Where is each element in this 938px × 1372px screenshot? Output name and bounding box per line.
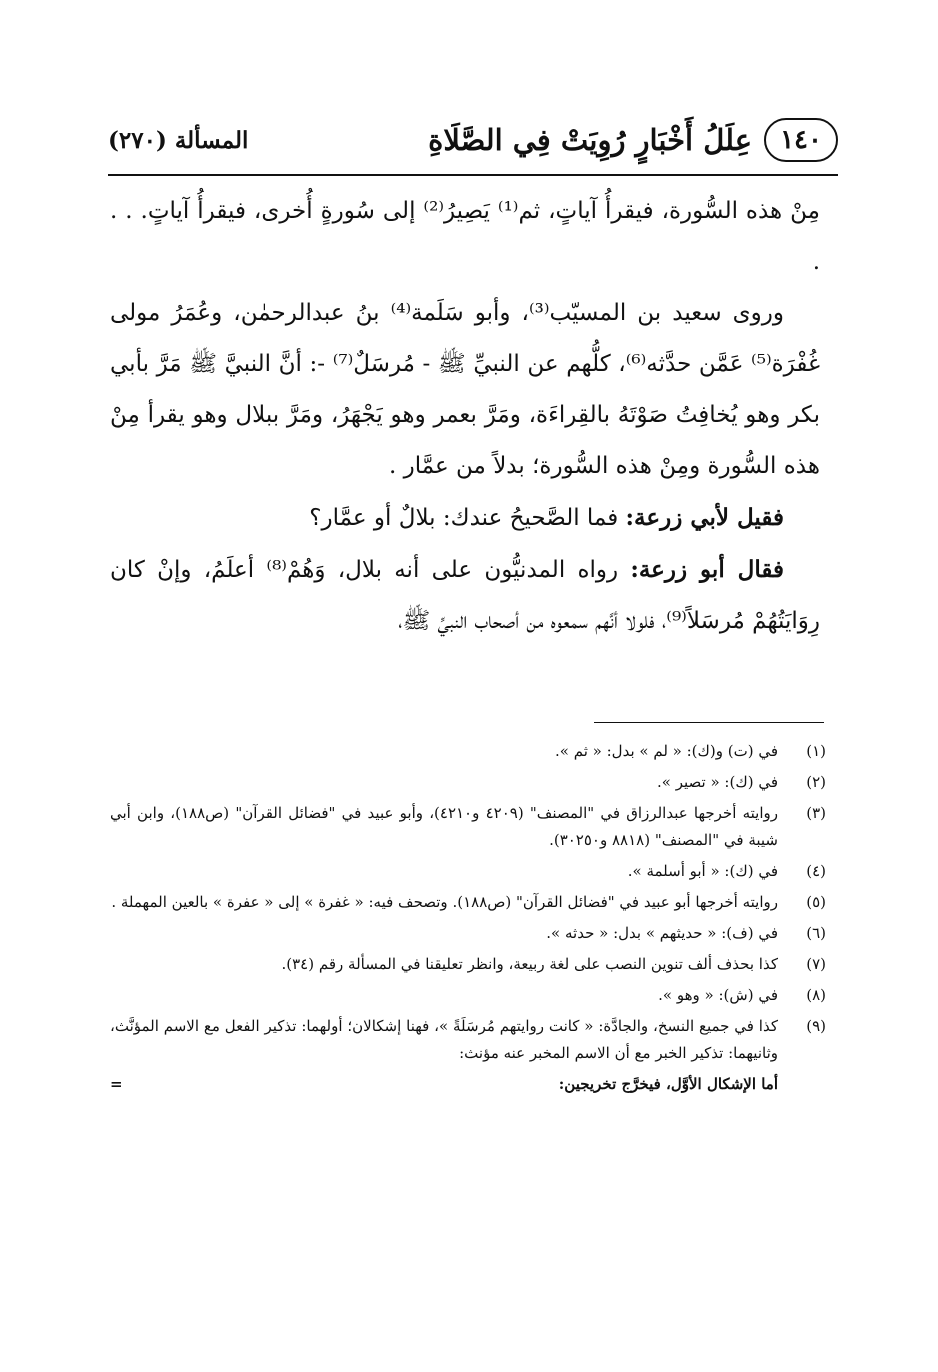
continuation-mark: = <box>110 1075 123 1093</box>
footnote-number: (٢) <box>806 773 826 791</box>
footnote-text: في (ت) و(ك): « لم » بدل: « ثم ». <box>555 742 778 760</box>
header-title-group <box>428 118 838 162</box>
footnote-text: كذا في جميع النسخ، والجادَّة: « كانت روايتهم مُرسَلَةً »، فهنا إشكالان؛ أولهما: تذكير الفعل مع الاسم المؤنَّث، وثانيهما: تذكير الخبر مع أن الاسم المخبر عنه مؤنث: <box>110 1017 778 1062</box>
book-title: عِلَلُ أَخْبَارٍ رُوِيَتْ فِي الصَّلَاةِ <box>428 123 753 157</box>
footnote-text: روايته أخرجها عبدالرزاق في "المصنف" (٤٢٠٩ و٤٢١٠)، وأبو عبيد في "فضائل القرآن" (ص١٨٨)، وابن أبي شيبة في "المصنف" (٨٨١٨ و٣٠٢٥٠). <box>110 804 778 849</box>
footnote-text: كذا بحذف ألف تنوين النصب على لغة ربيعة، وانظر تعليقنا في المسألة رقم (٣٤). <box>281 955 778 973</box>
footnote-number: (٥) <box>806 893 826 911</box>
footnote <box>110 920 826 947</box>
footnote-text: في (ف): « حديثهم » بدل: « حدثه ». <box>546 924 778 942</box>
footnote <box>110 1013 826 1067</box>
footnote-number: (١) <box>806 742 826 760</box>
paragraph-1: مِنْ هذه السُّورة، فيقرأُ آياتٍ، ثم⁽¹⁾ يَصِيرُ⁽²⁾ إلى سُورةٍ أُخرى، فيقرأُ آياتٍ. . . . <box>110 198 820 275</box>
answer-text: رواه المدنيُّون على أنه بلال، وَهُمْ⁽⁸⁾ أعلَمُ، وإنْ كان رِوَايَتُهُمْ مُرسَلاً⁽⁹⁾، فلولا أنَّهم سمعوه من أصحاب النبيِّ ﷺ، <box>110 557 820 634</box>
footnote-number: (٣) <box>806 804 826 822</box>
footnote-text: في (ك): « أبو أسلمة ». <box>627 862 778 880</box>
footnote-divider <box>594 722 824 723</box>
footnote-text: في (ك): « تصير ». <box>657 773 778 791</box>
issue-label: المسألة (٢٧٠) <box>108 126 249 154</box>
footnote-number: (٩) <box>806 1017 826 1035</box>
footnote <box>110 858 826 885</box>
question-speaker: فقيل لأبي زرعة: <box>625 504 784 531</box>
footnotes <box>110 738 826 1098</box>
footnote-number: (٧) <box>806 955 826 973</box>
footnote-number: (٤) <box>806 862 826 880</box>
page-header <box>108 112 838 168</box>
footnote-continuation-text: أما الإشكال الأوَّل، فيخرَّج تخريجين: <box>558 1075 778 1093</box>
question-text: فما الصَّحيحُ عندك: بلالٌ أو عمَّار؟ <box>309 505 619 531</box>
footnote-text: روايته أخرجها أبو عبيد في "فضائل القرآن" (ص١٨٨). وتصحف فيه: « غفرة » إلى « عفرة » بالعين المهملة . <box>111 893 778 911</box>
header-divider <box>108 174 838 176</box>
footnote-text: في (ش): « وهو ». <box>658 986 778 1004</box>
footnote <box>110 800 826 854</box>
footnote-continuation <box>110 1071 826 1098</box>
footnote <box>110 982 826 1009</box>
footnote-number: (٦) <box>806 924 826 942</box>
paragraph-3 <box>110 492 820 544</box>
answer-speaker: فقال أبو زرعة: <box>630 556 785 583</box>
footnote <box>110 769 826 796</box>
footnote-number: (٨) <box>806 986 826 1004</box>
paragraph-2: وروى سعيد بن المسيّب⁽³⁾، وأبو سَلَمة⁽⁴⁾ بنُ عبدالرحمٰن، وعُمَرُ مولى غُفْرَة⁽⁵⁾ عَمَّن حدَّثه⁽⁶⁾، كلُّهم عن النبيِّ ﷺ - مُرسَلٌ⁽⁷⁾ -: أنَّ النبيَّ ﷺ مَرَّ بأبي بكر وهو يُخافِتُ صَوْتَهُ بالقِراءَة، ومَرَّ بعمر وهو يَجْهَرُ، ومَرَّ ببلال وهو يقرأ مِنْ هذه السُّورة ومِنْ هذه السُّورة؛ بدلاً من عمَّار . <box>110 300 820 479</box>
footnote <box>110 889 826 916</box>
footnote <box>110 951 826 978</box>
footnote <box>110 738 826 765</box>
paragraph-4 <box>110 544 820 647</box>
main-text <box>110 186 820 647</box>
page-number: ١٤٠ <box>764 118 838 162</box>
